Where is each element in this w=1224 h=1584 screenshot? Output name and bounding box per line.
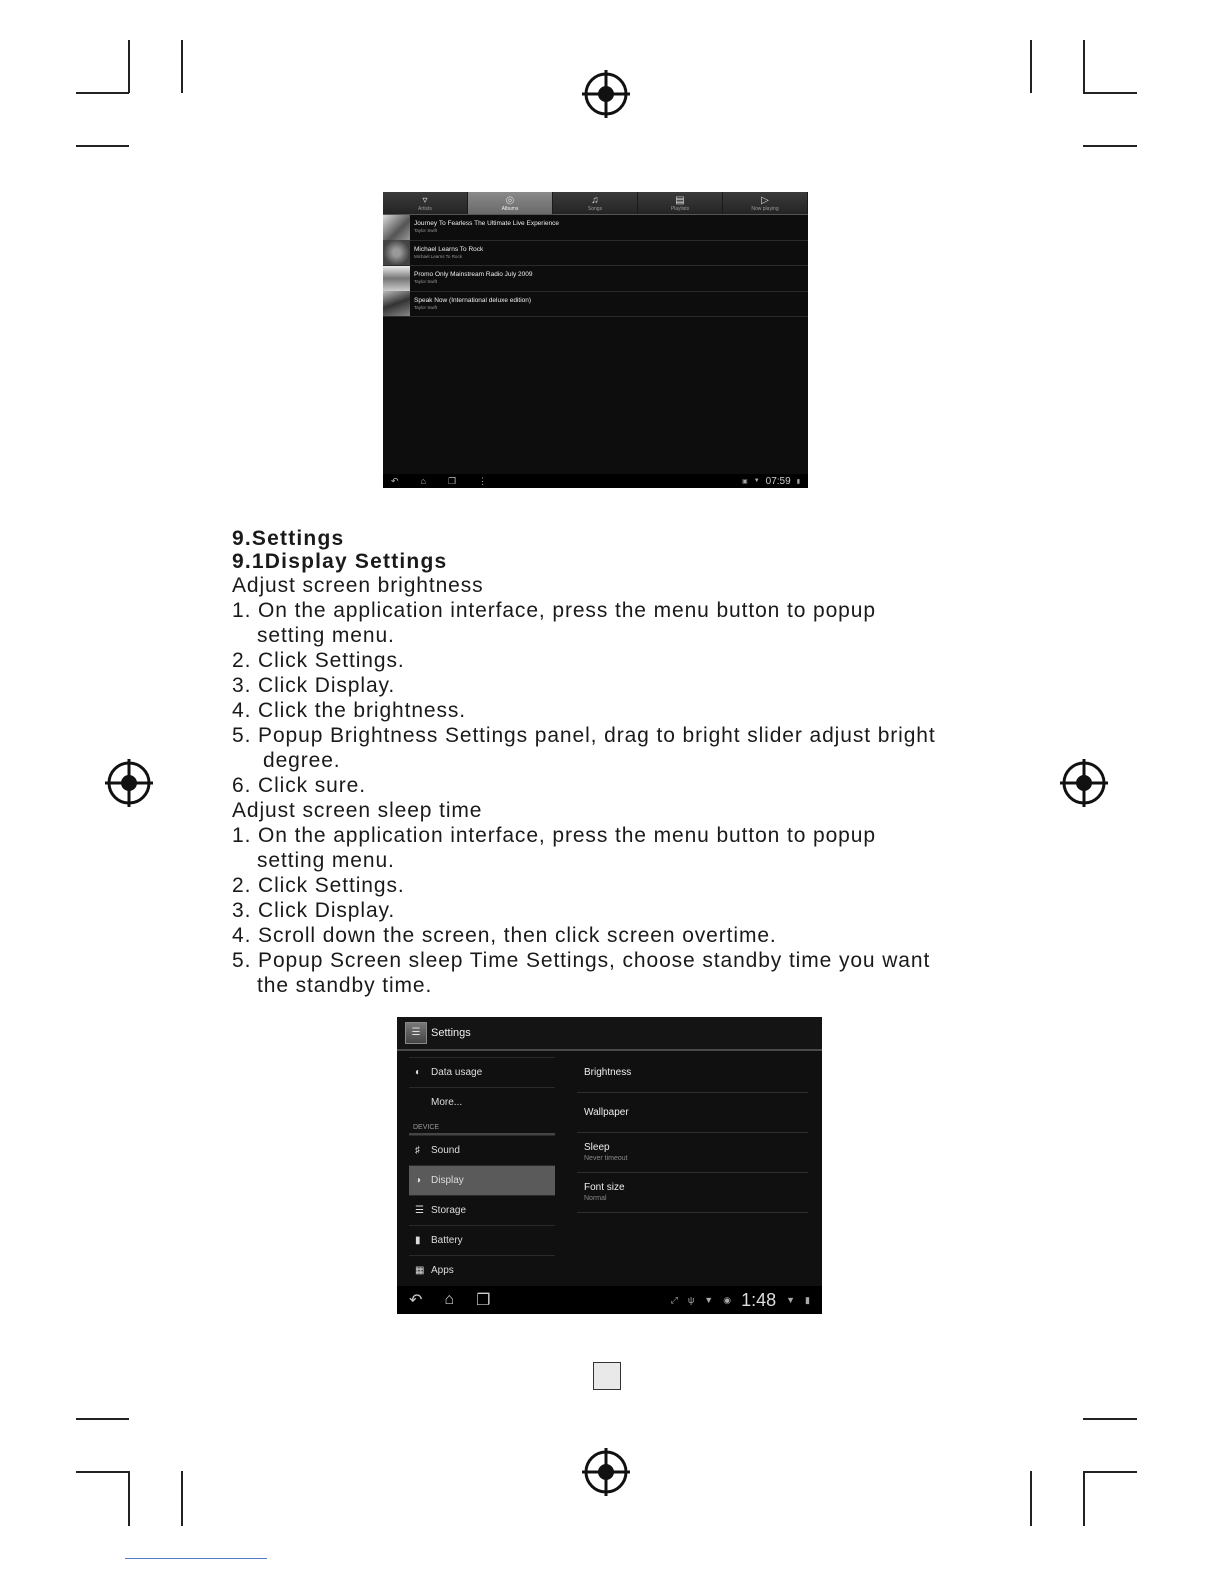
settings-item-label: Battery — [431, 1235, 463, 1246]
divider — [125, 1558, 267, 1559]
sleep-title: Adjust screen sleep time — [232, 799, 483, 822]
crop-mark — [1083, 1471, 1137, 1473]
step-text: the standby time. — [257, 974, 433, 997]
option-summary: Never timeout — [584, 1155, 628, 1162]
instructions — [232, 527, 1012, 998]
album-art-icon — [383, 291, 410, 316]
music-tab-bar — [383, 192, 808, 215]
apps-icon: ▦ — [415, 1265, 425, 1276]
crop-mark — [76, 1471, 129, 1473]
tab-label: Songs — [587, 205, 603, 212]
option-title: Sleep — [584, 1142, 610, 1153]
album-title: Promo Only Mainstream Radio July 2009 — [414, 271, 533, 279]
album-artist: Taylor Swift — [414, 279, 438, 285]
crop-mark — [1030, 1471, 1032, 1526]
signal-icon: ▼ — [786, 1295, 796, 1305]
option-title: Font size — [584, 1182, 625, 1193]
step-text: 6. Click sure. — [232, 774, 366, 797]
step-text: 4. Click the brightness. — [232, 699, 467, 722]
settings-item-label: Storage — [431, 1205, 467, 1216]
list-item[interactable] — [383, 266, 808, 292]
step-text: 3. Click Display. — [232, 899, 396, 922]
battery-icon: ▮ — [796, 478, 800, 485]
crop-mark — [128, 1471, 130, 1526]
display-icon: ◑ — [415, 1175, 422, 1186]
option-brightness[interactable] — [577, 1053, 808, 1093]
clock: 1:48 — [741, 1289, 777, 1310]
back-icon[interactable]: ↶ — [391, 476, 399, 486]
menu-icon[interactable]: ⋮ — [478, 476, 488, 486]
registration-mark-icon — [582, 70, 630, 118]
settings-item-label: Display — [431, 1175, 464, 1186]
brightness-title: Adjust screen brightness — [232, 574, 484, 597]
recent-apps-icon[interactable]: ❐ — [447, 476, 457, 486]
crop-mark — [76, 145, 129, 147]
registration-mark-icon — [105, 759, 153, 807]
crop-mark — [1030, 40, 1032, 93]
tab-albums[interactable] — [468, 192, 553, 214]
wifi-icon: ▼ — [704, 1295, 714, 1305]
microphone-icon: ▿ — [422, 194, 428, 206]
option-sleep[interactable] — [577, 1133, 808, 1173]
usb-icon: ψ — [687, 1295, 695, 1305]
subsection-heading: 9.1Display Settings — [232, 550, 448, 573]
tab-label: Albums — [501, 205, 519, 212]
crop-mark — [1083, 40, 1085, 93]
crop-mark — [128, 40, 130, 93]
step-text: 1. On the application interface, press the menu button to popup — [232, 599, 876, 622]
album-art-icon — [383, 266, 410, 291]
wifi-icon: ▼ — [753, 478, 760, 484]
step-text: 5. Popup Brightness Settings panel, drag to bright slider adjust bright — [232, 724, 936, 747]
fullscreen-icon: ⤢ — [670, 1294, 678, 1305]
crop-mark — [1083, 1418, 1137, 1420]
display-options — [577, 1053, 808, 1213]
registration-mark-icon — [582, 1448, 630, 1496]
crop-mark — [1083, 1471, 1085, 1526]
tab-label: Artists — [418, 205, 432, 212]
battery-icon: ▮ — [805, 1294, 810, 1305]
album-art-icon — [383, 240, 410, 265]
section-header: DEVICE — [409, 1117, 555, 1135]
settings-title-bar — [397, 1017, 822, 1051]
option-summary: Normal — [584, 1195, 607, 1202]
battery-icon: ▮ — [415, 1235, 421, 1246]
option-title: Brightness — [584, 1066, 632, 1078]
android-icon: ◉ — [723, 1294, 732, 1305]
step-text: setting menu. — [257, 624, 395, 647]
option-font-size[interactable] — [577, 1173, 808, 1213]
speaker-icon: ♯ — [415, 1145, 420, 1156]
step-text: 1. On the application interface, press the menu button to popup — [232, 824, 876, 847]
album-art-icon — [383, 215, 410, 240]
crop-mark — [76, 1418, 129, 1420]
page-number-box — [593, 1362, 621, 1390]
music-screenshot — [383, 192, 808, 488]
settings-item-label: More... — [431, 1097, 463, 1108]
option-title: Wallpaper — [584, 1106, 629, 1118]
settings-title: Settings — [431, 1027, 471, 1039]
step-text: 5. Popup Screen sleep Time Settings, choose standby time you want — [232, 949, 931, 972]
settings-item-battery[interactable] — [409, 1225, 555, 1255]
settings-item-display[interactable] — [409, 1165, 555, 1195]
step-text: degree. — [263, 749, 341, 772]
settings-item-storage[interactable] — [409, 1195, 555, 1225]
crop-mark — [181, 40, 183, 93]
tab-now-playing[interactable] — [723, 192, 808, 214]
settings-item-data-usage[interactable] — [409, 1057, 555, 1087]
album-title: Michael Learns To Rock — [414, 245, 484, 253]
home-icon[interactable]: ⌂ — [444, 1291, 455, 1308]
option-wallpaper[interactable] — [577, 1093, 808, 1133]
tab-playlists[interactable] — [638, 192, 723, 214]
step-text: 2. Click Settings. — [232, 649, 405, 672]
registration-mark-icon — [1060, 759, 1108, 807]
tab-label: Playlists — [670, 205, 690, 212]
step-text: setting menu. — [257, 849, 395, 872]
settings-item-apps[interactable] — [409, 1255, 555, 1285]
clock: 07:59 — [765, 475, 791, 487]
list-icon: ▤ — [675, 194, 685, 206]
crop-mark — [181, 1471, 183, 1526]
picture-icon: ▣ — [742, 478, 748, 485]
disc-icon: ◎ — [505, 194, 515, 206]
album-artist: Taylor Swift — [414, 304, 438, 310]
album-artist: Michael Learns To Rock — [414, 253, 462, 259]
settings-categories — [409, 1057, 555, 1285]
system-bar — [383, 474, 808, 488]
crop-mark — [1083, 92, 1137, 94]
step-text: 2. Click Settings. — [232, 874, 405, 897]
settings-item-more[interactable] — [409, 1087, 555, 1117]
crop-mark — [1083, 145, 1137, 147]
tab-artists[interactable] — [383, 192, 468, 214]
settings-item-label: Apps — [431, 1265, 454, 1276]
data-usage-icon: ◐ — [415, 1067, 422, 1078]
album-title: Journey To Fearless The Ultimate Live Experience — [414, 220, 559, 228]
list-item[interactable] — [383, 292, 808, 318]
play-icon: ▷ — [761, 194, 769, 206]
back-icon[interactable]: ↶ — [409, 1292, 423, 1309]
system-bar — [397, 1286, 822, 1314]
tab-label: Now playing — [751, 205, 779, 212]
step-text: 3. Click Display. — [232, 674, 396, 697]
settings-item-label: Data usage — [431, 1067, 483, 1078]
settings-icon: ☰ — [405, 1022, 427, 1044]
list-item[interactable] — [383, 215, 808, 241]
home-icon[interactable]: ⌂ — [420, 476, 426, 486]
recent-apps-icon[interactable]: ❐ — [476, 1292, 491, 1309]
tab-songs[interactable] — [553, 192, 638, 214]
album-title: Speak Now (International deluxe edition) — [414, 296, 532, 304]
storage-icon: ☰ — [415, 1205, 424, 1216]
settings-item-sound[interactable] — [409, 1135, 555, 1165]
note-icon: ♫ — [591, 194, 599, 206]
settings-screenshot — [397, 1017, 822, 1314]
crop-mark — [76, 92, 129, 94]
section-heading: 9.Settings — [232, 527, 345, 550]
settings-item-label: Sound — [431, 1145, 460, 1156]
step-text: 4. Scroll down the screen, then click screen overtime. — [232, 924, 777, 947]
list-item[interactable] — [383, 241, 808, 267]
album-artist: Taylor Swift — [414, 228, 438, 234]
